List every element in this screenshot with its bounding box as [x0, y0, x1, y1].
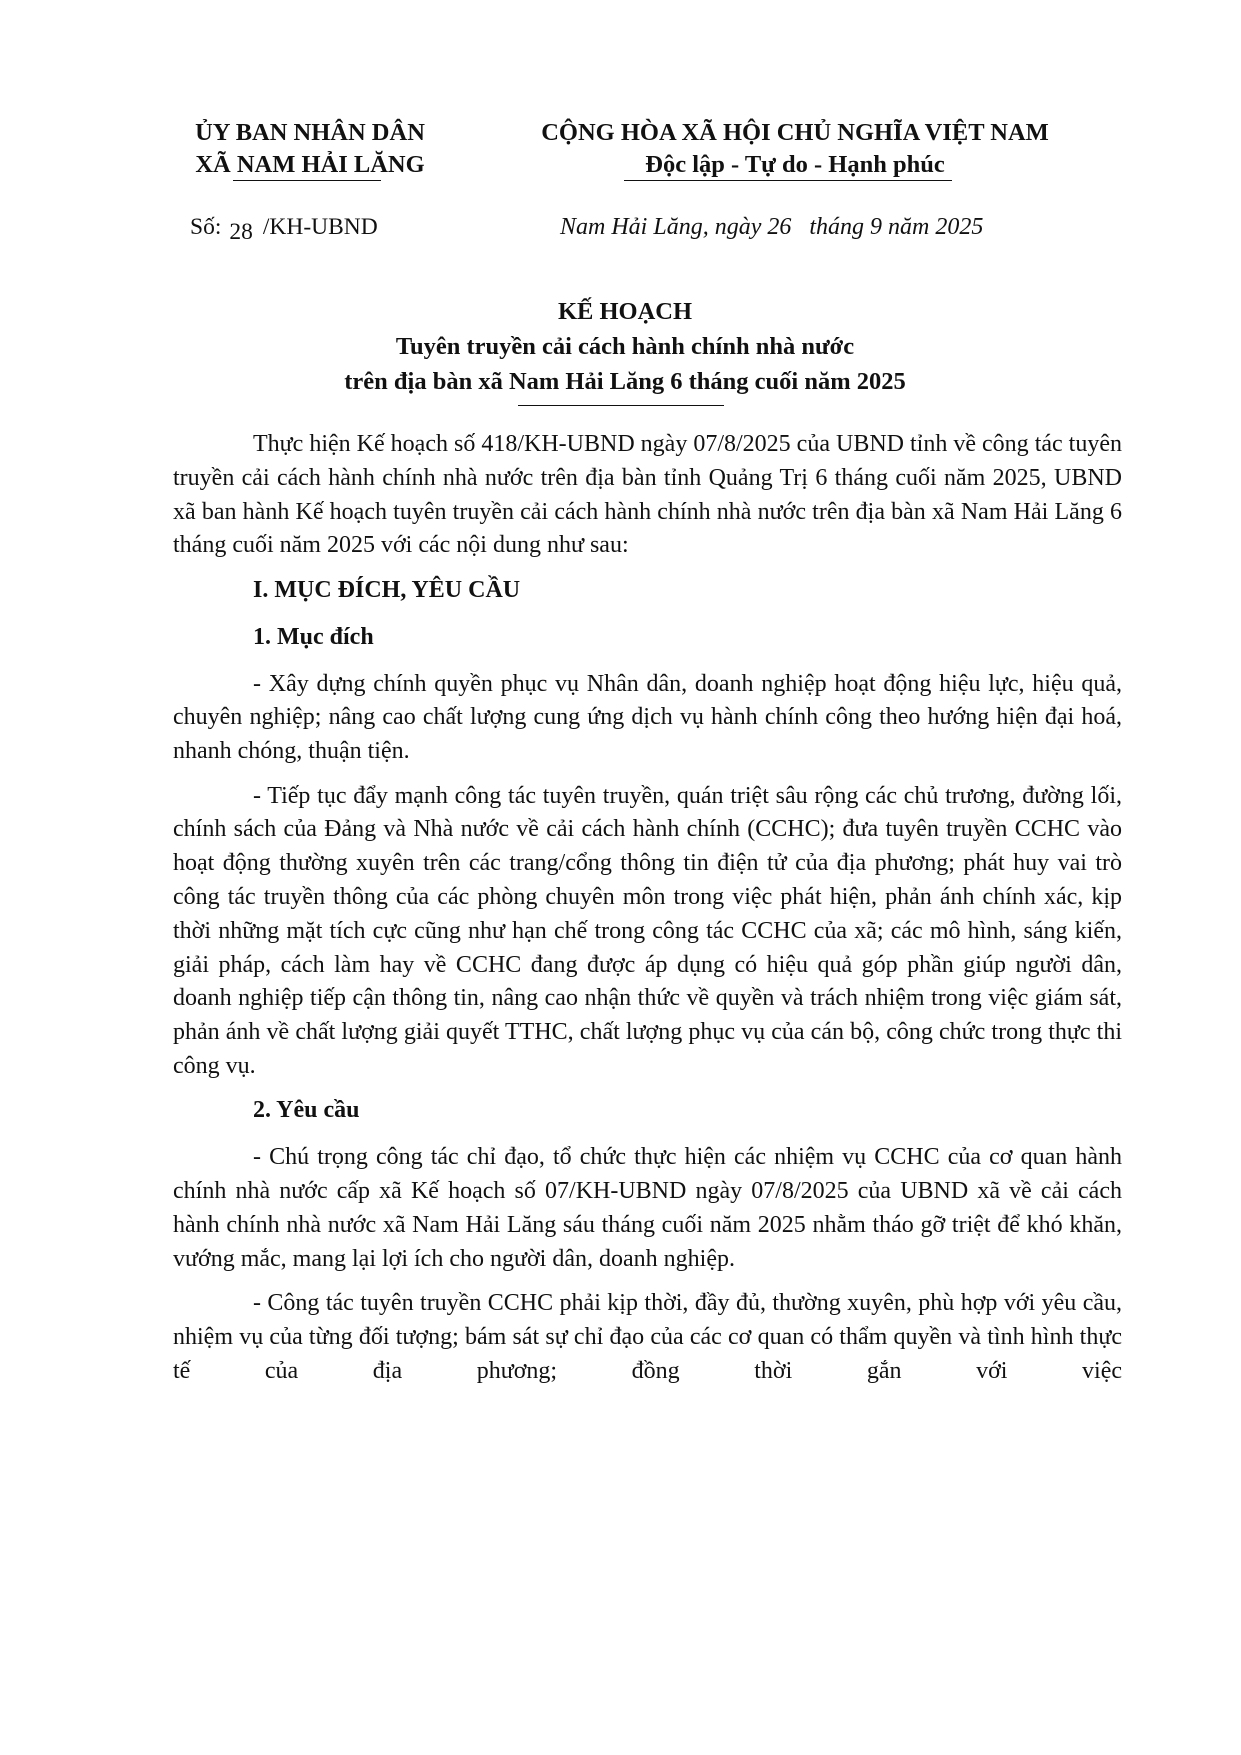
issuing-agency: [160, 117, 460, 181]
document-body: [173, 428, 1122, 1399]
agency-line-1: ỦY BAN NHÂN DÂN: [195, 119, 425, 146]
subsection-heading: 1. Mục đích: [253, 623, 374, 650]
document-number: [190, 212, 378, 245]
doc-number-value: 28: [229, 219, 253, 245]
title-line-1: KẾ HOẠCH: [557, 298, 693, 325]
intro-paragraph: Thực hiện Kế hoạch số 418/KH-UBND ngày 07/8/2025 của UBND tỉnh về công tác tuyên truyền cải cách hành chính nhà nước trên địa bàn tỉnh Quảng Trị 6 tháng cuối năm 2025, UBND xã ban hành Kế hoạch tuyên truyền cải cách hành chính nhà nước trên địa bàn xã Nam Hải Lăng 6 tháng cuối năm 2025 với các nội dung như sau:: [173, 431, 1122, 559]
body-paragraph: - Xây dựng chính quyền phục vụ Nhân dân, doanh nghiệp hoạt động hiệu lực, hiệu quả, chuyên nghiệp; nâng cao chất lượng cung ứng dịch vụ hành chính công theo hướng hiện đại hoá, nhanh chóng, thuận tiện.: [173, 670, 1122, 765]
motto-underline: [624, 180, 952, 181]
agency-underline: [233, 180, 381, 181]
document-title: [160, 294, 1090, 399]
doc-number-suffix: /KH-UBND: [262, 214, 378, 240]
place-date: Nam Hải Lăng, ngày 26 tháng 9 năm 2025: [560, 214, 984, 240]
title-underline: [518, 405, 724, 406]
body-paragraph: - Tiếp tục đẩy mạnh công tác tuyên truyền, quán triệt sâu rộng các chủ trương, đường lối, chính sách của Đảng và Nhà nước về cải cách hành chính (CCHC); đưa tuyên truyền CCHC vào hoạt động thường xuyên trên các trang/cổng thông tin điện tử của địa phương; phát huy vai trò công tác truyền thông của các phòng chuyên môn trong việc phát hiện, phản ánh chính xác, kịp thời những mặt tích cực cũng như hạn chế trong công tác CCHC của xã; các mô hình, sáng kiến, giải pháp, cách làm hay về CCHC đang được áp dụng có hiệu quả góp phần giúp người dân, doanh nghiệp tiếp cận thông tin, nâng cao nhận thức về quyền và trách nhiệm trong việc giám sát, phản ánh về chất lượng giải quyết TTHC, chất lượng phục vụ của cán bộ, công chức trong thực thi công vụ.: [173, 782, 1122, 1079]
title-line-2: Tuyên truyền cải cách hành chính nhà nước: [395, 333, 855, 360]
nation-line-2: Độc lập - Tự do - Hạnh phúc: [645, 151, 945, 178]
title-line-3: trên địa bàn xã Nam Hải Lăng 6 tháng cuối năm 2025: [344, 368, 906, 395]
body-paragraph: - Chú trọng công tác chỉ đạo, tổ chức thực hiện các nhiệm vụ CCHC của cơ quan hành chính nhà nước cấp xã Kế hoạch số 07/KH-UBND ngày 07/8/2025 của UBND xã về cải cách hành chính nhà nước xã Nam Hải Lăng sáu tháng cuối năm 2025 nhằm tháo gỡ triệt để khó khăn, vướng mắc, mang lại lợi ích cho người dân, doanh nghiệp.: [173, 1144, 1122, 1272]
body-paragraph: - Công tác tuyên truyền CCHC phải kịp thời, đầy đủ, thường xuyên, phù hợp với yêu cầu, nhiệm vụ của từng đối tượng; bám sát sự chỉ đạo của các cơ quan có thẩm quyền và tình hình thực tế của địa phương; đồng thời gắn với việc: [173, 1289, 1122, 1384]
section-heading: I. MỤC ĐÍCH, YÊU CẦU: [253, 576, 521, 603]
national-motto: [495, 117, 1095, 181]
doc-number-label: Số:: [190, 214, 222, 240]
subsection-heading: 2. Yêu cầu: [253, 1097, 360, 1124]
agency-line-2: XÃ NAM HẢI LĂNG: [195, 151, 425, 178]
nation-line-1: CỘNG HÒA XÃ HỘI CHỦ NGHĨA VIỆT NAM: [541, 119, 1049, 146]
